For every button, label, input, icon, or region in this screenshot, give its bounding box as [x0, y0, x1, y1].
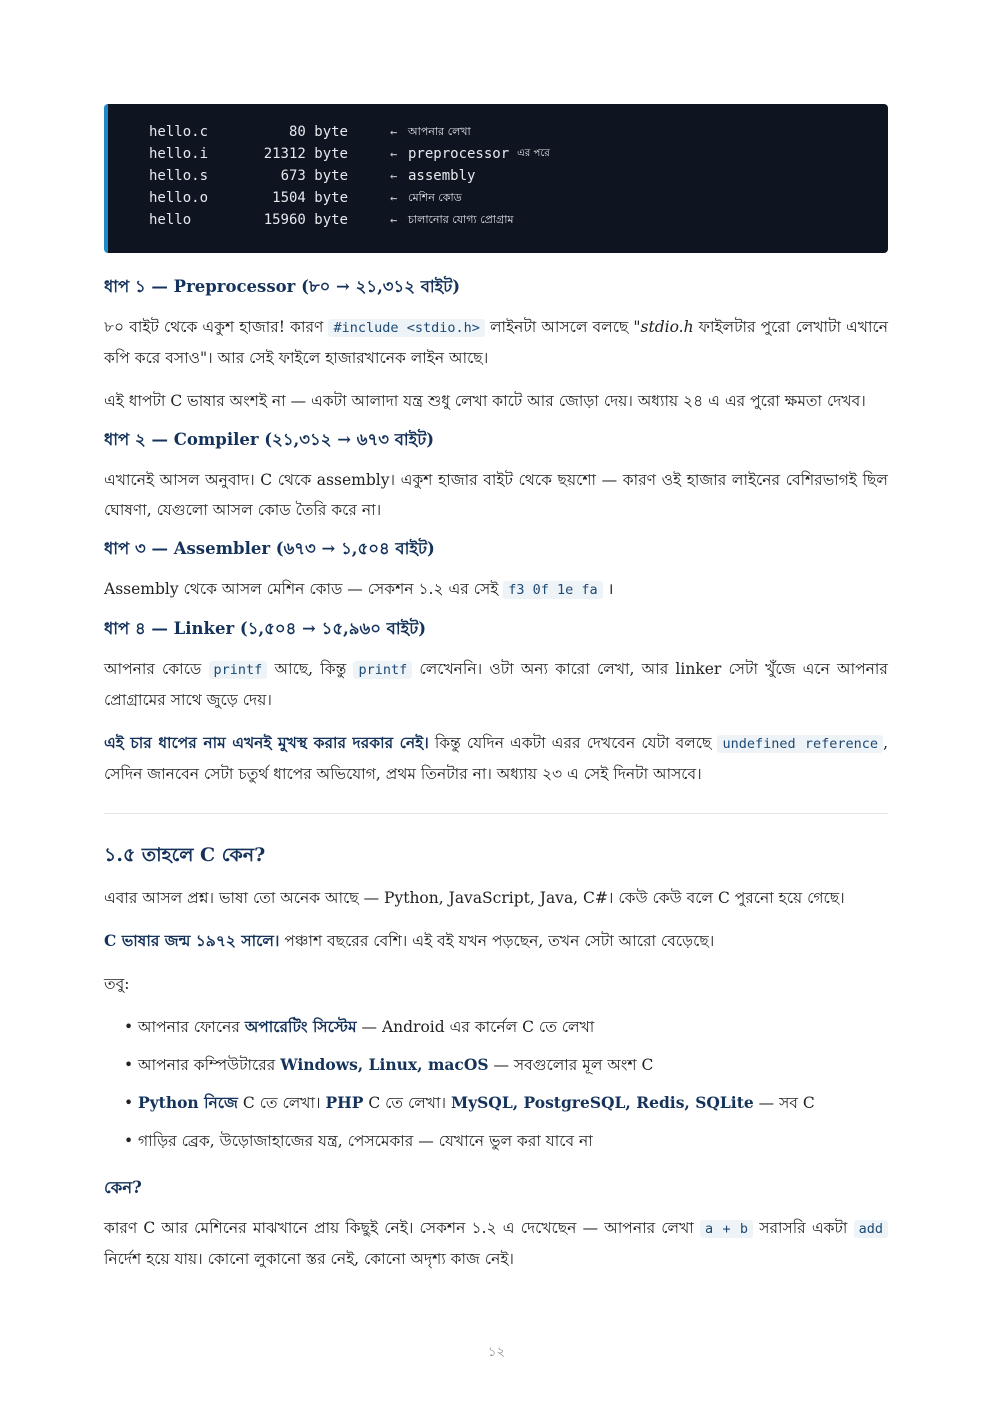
code-size: 80 byte — [288, 124, 348, 140]
text: C তে লেখা। — [237, 1094, 326, 1112]
list-item — [104, 1129, 888, 1167]
code-note: assembly — [408, 168, 476, 184]
page-number: ১২ — [488, 1345, 505, 1360]
code-size: 15960 byte — [263, 212, 348, 228]
inline-code: undefined reference — [717, 735, 883, 753]
code-note: আপনার লেখা — [408, 125, 471, 138]
bold-text: অপারেটিং সিস্টেম — [244, 1017, 357, 1036]
text: পঞ্চাশ বছরের বেশি। এই বই যখন পড়ছেন, তখন সেটা আরো বেড়েছে। — [279, 932, 715, 950]
step4-paragraph-2 — [104, 728, 888, 789]
code-size: 673 byte — [280, 168, 348, 184]
step1-heading: ধাপ ১ — Preprocessor (৮০ → ২১,৩১২ বাইট) — [104, 277, 461, 296]
arrow-icon: ← — [390, 147, 398, 161]
text: । — [607, 580, 614, 598]
list-item — [104, 1015, 888, 1053]
text: ৮০ বাইট থেকে একুশ হাজার! কারণ — [104, 318, 324, 336]
inline-code: f3 0f 1e fa — [503, 581, 602, 599]
code-file: hello.c — [149, 124, 209, 140]
code-note-extra: এর পরে — [517, 148, 550, 159]
section-divider — [104, 813, 888, 814]
bold-text: PHP — [325, 1093, 364, 1112]
text: Assembly থেকে আসল মেশিন কোড — সেকশন ১.২ এর সেই — [104, 580, 499, 598]
code-row — [149, 209, 888, 231]
section-heading: ১.৫ তাহলে C কেন? — [104, 844, 266, 866]
inline-code: printf — [209, 661, 268, 679]
text: লেখেননি। ওটা অন্য কারো লেখা, আর linker সেটা খুঁজে এনে আপনার প্রোগ্রামের সাথে জুড়ে দেয়। — [104, 660, 888, 709]
inline-code: add — [854, 1220, 888, 1238]
code-size: 1504 byte — [272, 190, 348, 206]
inline-code: #include <stdio.h> — [328, 319, 484, 337]
bold-text: Python নিজে — [138, 1093, 238, 1112]
code-row — [149, 187, 888, 209]
text: আছে, কিন্তু — [274, 660, 347, 678]
code-row — [149, 143, 888, 165]
inline-code: a + b — [700, 1220, 753, 1238]
page-body — [104, 104, 888, 1274]
section-paragraph-4 — [104, 1213, 888, 1274]
text: কারণ C আর মেশিনের মাঝখানে প্রায় কিছুই নেই। সেকশন ১.২ এ দেখেছেন — আপনার লেখা — [104, 1219, 694, 1237]
code-file: hello.o — [149, 190, 209, 206]
subheading: কেন? — [104, 1178, 142, 1197]
bold-text: এই চার ধাপের নাম এখনই মুখস্থ করার দরকার নেই। — [104, 733, 429, 752]
step2-heading: ধাপ ২ — Compiler (২১,৩১২ → ৬৭৩ বাইট) — [104, 430, 435, 449]
text: — Android এর কার্নেল C তে লেখা — [356, 1018, 595, 1036]
code-row — [149, 121, 888, 143]
emphasis: stdio.h — [640, 318, 694, 336]
text: — সবগুলোর মূল অংশ C — [488, 1056, 654, 1074]
section-paragraph-3: তবু: — [104, 975, 130, 993]
text: সরাসরি একটা — [759, 1219, 848, 1237]
text: নির্দেশ হয়ে যায়। কোনো লুকানো স্তর নেই, কোনো অদৃশ্য কাজ নেই। — [104, 1250, 514, 1268]
bold-text: MySQL, PostgreSQL, Redis, SQLite — [450, 1093, 754, 1112]
code-note: মেশিন কোড — [408, 191, 462, 204]
bold-text: C ভাষার জন্ম ১৯৭২ সালে। — [104, 931, 280, 950]
step2-paragraph: এখানেই আসল অনুবাদ। C থেকে assembly। একুশ হাজার বাইট থেকে ছয়শো — কারণ ওই হাজার লাইনের বেশিরভাগই ছিল ঘোষণা, যেগুলো আসল কোড তৈরি করে না। — [104, 471, 888, 519]
text: — সব C — [753, 1094, 815, 1112]
text: গাড়ির ব্রেক, উড়োজাহাজের যন্ত্র, পেসমেকার — যেখানে ভুল করা যাবে না — [138, 1132, 593, 1150]
code-row — [149, 165, 888, 187]
text: আপনার কম্পিউটারের — [138, 1056, 281, 1074]
step4-heading: ধাপ ৪ — Linker (১,৫০৪ → ১৫,৯৬০ বাইট) — [104, 619, 427, 638]
list-item — [104, 1091, 888, 1129]
step3-paragraph — [104, 574, 888, 605]
text: আপনার কোডে — [104, 660, 202, 678]
step4-paragraph — [104, 654, 888, 715]
text: ফাইলটার পুরো লেখাটা এখানে কপি করে বসাও"। আর সেই ফাইলে হাজারখানেক লাইন আছে। — [104, 318, 888, 367]
step1-paragraph-2: এই ধাপটা C ভাষার অংশই না — একটা আলাদা যন্ত্র শুধু লেখা কাটে আর জোড়া দেয়। অধ্যায় ২৪ এ এর পুরো ক্ষমতা দেখব। — [104, 392, 866, 410]
arrow-icon: ← — [390, 169, 398, 183]
section-paragraph-2 — [104, 926, 888, 956]
text: কিন্তু যেদিন একটা এরর দেখবেন যেটা বলছে — [428, 734, 712, 752]
text: , সেদিন জানবেন সেটা চতুর্থ ধাপের অভিযোগ, প্রথম তিনটার না। অধ্যায় ২৩ এ সেই দিনটা আসবে। — [104, 734, 888, 783]
code-size: 21312 byte — [263, 146, 348, 162]
text: C তে লেখা। — [363, 1094, 451, 1112]
section-paragraph-1: এবার আসল প্রশ্ন। ভাষা তো অনেক আছে — Python, JavaScript, Java, C#। কেউ কেউ বলে C পুরনো হয়ে গেছে। — [104, 889, 845, 907]
arrow-icon: ← — [390, 125, 398, 139]
step1-paragraph — [104, 312, 888, 373]
text: লাইনটা আসলে বলছে " — [489, 318, 641, 336]
step3-heading: ধাপ ৩ — Assembler (৬৭৩ → ১,৫০৪ বাইট) — [104, 539, 435, 558]
bold-text: Windows, Linux, macOS — [280, 1055, 489, 1074]
arrow-icon: ← — [390, 191, 398, 205]
bullet-list — [104, 1015, 888, 1167]
inline-code: printf — [353, 661, 412, 679]
code-note: চালানোর যোগ্য প্রোগ্রাম — [408, 213, 514, 226]
arrow-icon: ← — [390, 213, 398, 227]
code-file: hello — [149, 212, 192, 228]
code-note: preprocessor — [408, 146, 510, 162]
list-item — [104, 1053, 888, 1091]
text: আপনার ফোনের — [138, 1018, 245, 1036]
code-file: hello.s — [149, 168, 209, 184]
code-file: hello.i — [149, 146, 209, 162]
code-block — [104, 104, 888, 253]
